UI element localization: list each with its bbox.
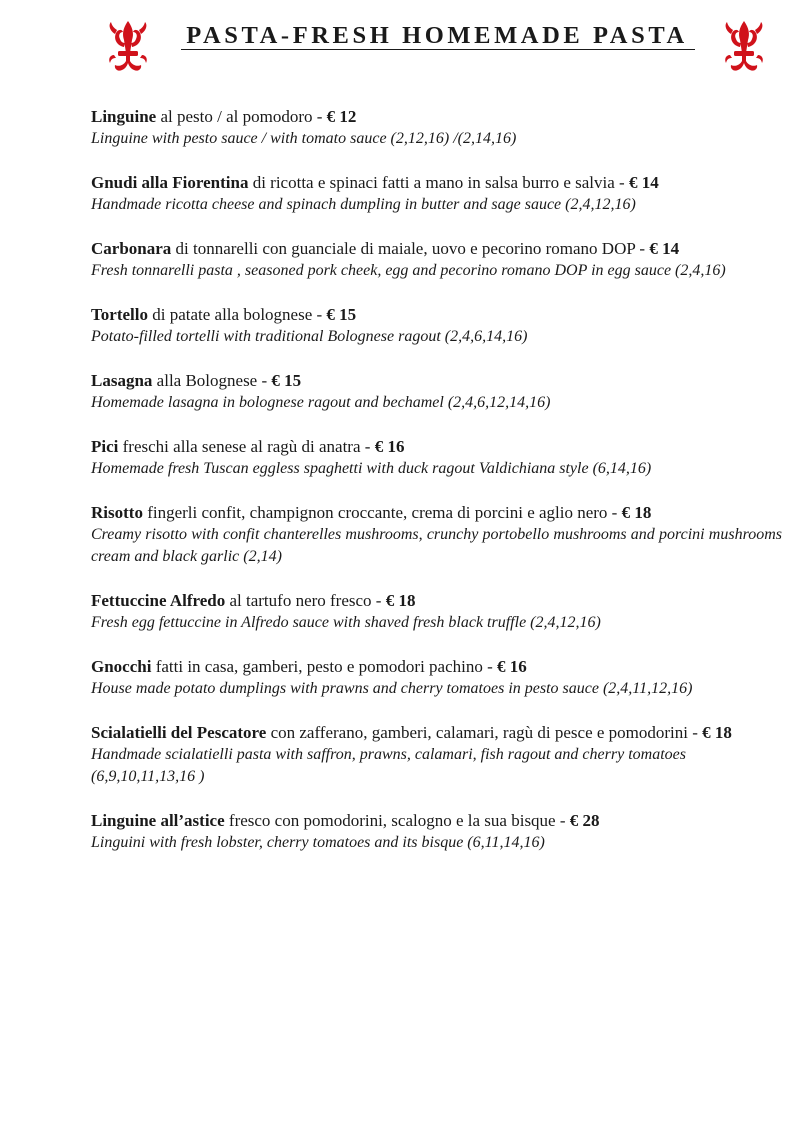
florentine-lily-icon <box>722 19 766 73</box>
item-description: di patate alla bolognese - <box>147 305 327 324</box>
page-title: PASTA-FRESH HOMEMADE PASTA <box>186 22 688 49</box>
item-price: € 16 <box>374 437 405 456</box>
item-description: di tonnarelli con guanciale di maiale, uovo e pecorino romano DOP - <box>171 239 650 258</box>
item-price: € 18 <box>621 503 652 522</box>
item-english-description: Creamy risotto with confit chanterelles mushrooms, crunchy portobello mushrooms and porcini mushrooms cream and black garlic (2,14) <box>91 526 782 565</box>
item-name: Gnocchi <box>91 657 152 676</box>
item-name: Linguine all’astice <box>91 811 225 830</box>
item-italian-line <box>91 590 782 612</box>
item-english-description: Fresh tonnarelli pasta , seasoned pork cheek, egg and pecorino romano DOP in egg sauce (2,4,16) <box>91 262 726 279</box>
item-description: alla Bolognese - <box>152 371 272 390</box>
item-italian-line <box>91 172 782 194</box>
item-description: con zafferano, gamberi, calamari, ragù di pesce e pomodorini - <box>266 723 703 742</box>
menu-item <box>91 502 782 568</box>
item-price: € 12 <box>326 107 357 126</box>
item-name: Scialatielli del Pescatore <box>91 723 267 742</box>
item-price: € 15 <box>271 371 302 390</box>
item-english-description: Homemade fresh Tuscan eggless spaghetti with duck ragout Valdichiana style (6,14,16) <box>91 460 652 477</box>
menu-item <box>91 304 782 348</box>
item-description: fatti in casa, gamberi, pesto e pomodori pachino - <box>151 657 498 676</box>
item-english-description: Handmade ricotta cheese and spinach dumpling in butter and sage sauce (2,4,12,16) <box>91 196 636 213</box>
item-description: al tartufo nero fresco - <box>225 591 386 610</box>
item-description: fresco con pomodorini, scalogno e la sua bisque - <box>224 811 570 830</box>
item-name: Fettuccine Alfredo <box>91 591 226 610</box>
item-name: Lasagna <box>91 371 153 390</box>
menu-item <box>91 590 782 634</box>
item-name: Gnudi alla Fiorentina <box>91 173 249 192</box>
item-name: Linguine <box>91 107 157 126</box>
title-underline <box>181 49 695 50</box>
item-italian-line <box>91 656 782 678</box>
item-description: fingerli confit, champignon croccante, crema di porcini e aglio nero - <box>142 503 622 522</box>
item-italian-line <box>91 106 782 128</box>
item-description: di ricotta e spinaci fatti a mano in salsa burro e salvia - <box>248 173 629 192</box>
florentine-lily-icon <box>106 19 150 73</box>
item-price: € 14 <box>628 173 659 192</box>
menu-item <box>91 172 782 216</box>
item-italian-line <box>91 810 782 832</box>
item-italian-line <box>91 370 782 392</box>
item-price: € 15 <box>326 305 357 324</box>
item-english-description: Potato-filled tortelli with traditional Bolognese ragout (2,4,6,14,16) <box>91 328 528 345</box>
item-italian-line <box>91 238 782 260</box>
item-english-description: Linguini with fresh lobster, cherry tomatoes and its bisque (6,11,14,16) <box>91 834 545 851</box>
item-name: Tortello <box>91 305 148 324</box>
item-price: € 16 <box>497 657 527 676</box>
item-description: freschi alla senese al ragù di anatra - <box>118 437 375 456</box>
menu-item <box>91 810 782 854</box>
menu-list <box>91 106 782 876</box>
menu-item <box>91 656 782 700</box>
item-price: € 18 <box>385 591 416 610</box>
item-description: al pesto / al pomodoro - <box>156 107 327 126</box>
item-english-description: Homemade lasagna in bolognese ragout and bechamel (2,4,6,12,14,16) <box>91 394 551 411</box>
item-italian-line <box>91 722 766 744</box>
menu-header <box>0 0 794 90</box>
menu-item <box>91 106 782 150</box>
item-italian-line <box>91 502 782 524</box>
item-name: Risotto <box>91 503 143 522</box>
item-price: € 14 <box>649 239 680 258</box>
menu-item <box>91 238 782 282</box>
menu-item <box>91 722 782 788</box>
item-price: € 18 <box>702 723 732 742</box>
item-italian-line <box>91 304 782 326</box>
item-name: Carbonara <box>91 239 172 258</box>
menu-item <box>91 436 782 480</box>
item-english-description: Linguine with pesto sauce / with tomato sauce (2,12,16) /(2,14,16) <box>91 130 517 147</box>
item-english-description: House made potato dumplings with prawns and cherry tomatoes in pesto sauce (2,4,11,12,16) <box>91 680 693 697</box>
item-italian-line <box>91 436 782 458</box>
item-price: € 28 <box>569 811 600 830</box>
menu-item <box>91 370 782 414</box>
item-english-description: Handmade scialatielli pasta with saffron, prawns, calamari, fish ragout and cherry tomatoes (6,9,10,11,13,16 ) <box>91 746 686 785</box>
item-name: Pici <box>91 437 119 456</box>
item-english-description: Fresh egg fettuccine in Alfredo sauce with shaved fresh black truffle (2,4,12,16) <box>91 614 601 631</box>
